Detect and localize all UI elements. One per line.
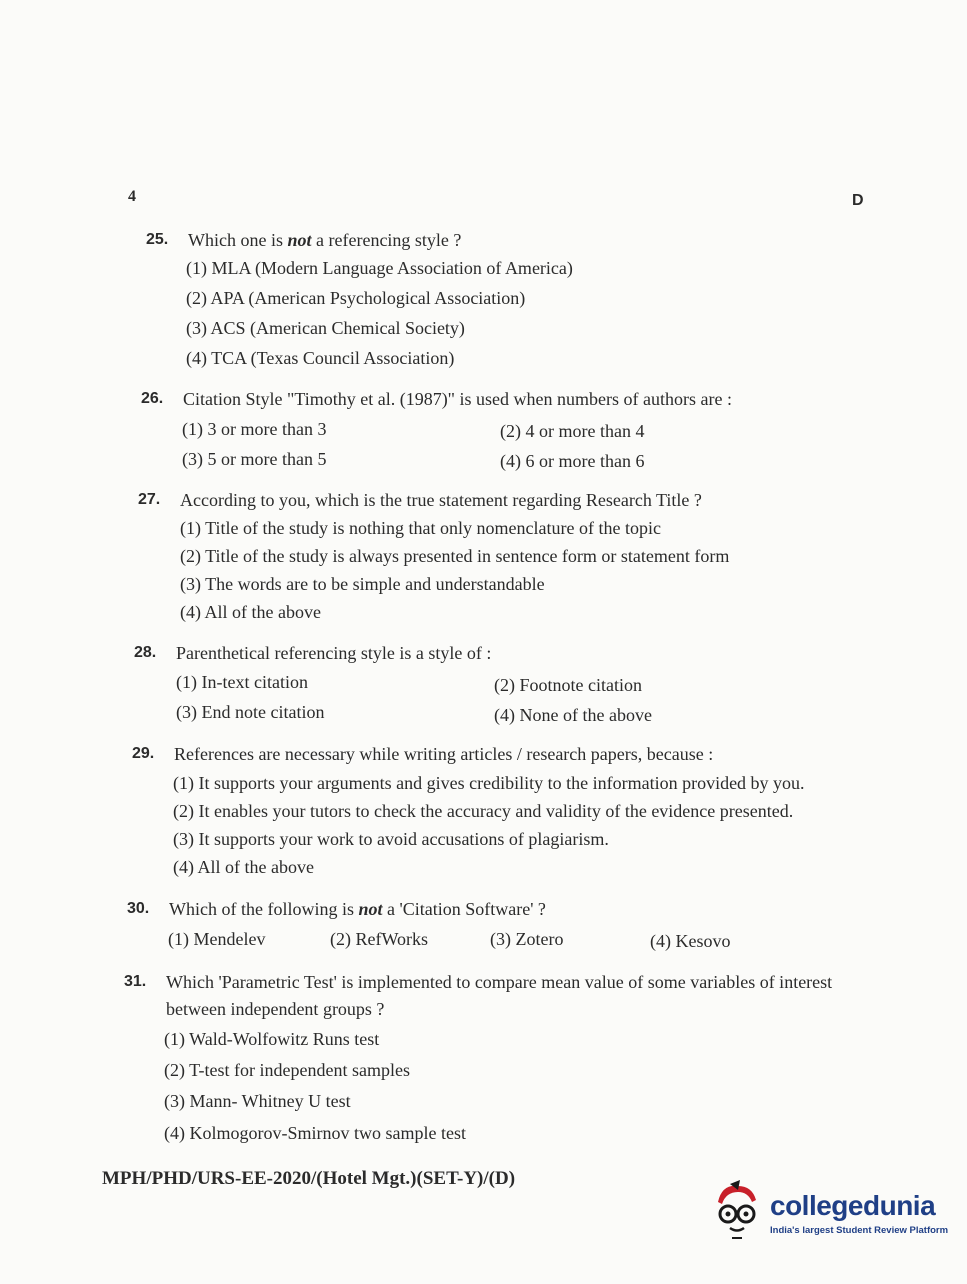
option: (2) RefWorks xyxy=(330,929,429,949)
question-number: 29. xyxy=(132,745,155,762)
question-number: 28. xyxy=(134,644,157,661)
question-text: Parenthetical referencing style is a style of : xyxy=(176,643,492,663)
question-number: 27. xyxy=(138,491,161,508)
option: (2) Footnote citation xyxy=(494,675,642,695)
option: (1) MLA (Modern Language Association of America) xyxy=(186,258,573,278)
question-number: 25. xyxy=(146,231,169,248)
option: (3) Zotero xyxy=(490,929,564,949)
option: (3) It supports your work to avoid accusations of plagiarism. xyxy=(173,829,609,849)
option: (3) The words are to be simple and understandable xyxy=(180,574,545,594)
option: (4) Kolmogorov-Smirnov two sample test xyxy=(164,1123,466,1143)
option: (2) APA (American Psychological Association) xyxy=(186,288,526,308)
option: (3) End note citation xyxy=(176,702,325,722)
option: (3) Mann- Whitney U test xyxy=(164,1091,351,1111)
option: (2) 4 or more than 4 xyxy=(500,421,645,441)
option: (1) 3 or more than 3 xyxy=(182,419,327,439)
question-number: 26. xyxy=(141,390,164,407)
question-text: According to you, which is the true statement regarding Research Title ? xyxy=(180,490,702,510)
option: (2) T-test for independent samples xyxy=(164,1060,410,1080)
option: (4) Kesovo xyxy=(650,931,731,951)
collegedunia-logo xyxy=(708,1176,949,1246)
option: (1) It supports your arguments and gives credibility to the information provided by you. xyxy=(173,773,805,793)
question-text: Which 'Parametric Test' is implemented to compare mean value of some variables of interest between independent groups ? xyxy=(166,972,833,1019)
option: (1) In-text citation xyxy=(176,672,308,692)
option: (2) It enables your tutors to check the accuracy and validity of the evidence presented. xyxy=(173,801,794,821)
brand-name: collegedunia xyxy=(770,1190,936,1221)
question-number: 30. xyxy=(127,900,150,917)
option: (4) All of the above xyxy=(173,857,314,877)
question-text: Which one is not a referencing style ? xyxy=(188,230,462,250)
question-text: References are necessary while writing articles / research papers, because : xyxy=(174,744,714,764)
option: (4) None of the above xyxy=(494,705,652,725)
option: (1) Wald-Wolfowitz Runs test xyxy=(164,1029,380,1049)
paper-code: MPH/PHD/URS-EE-2020/(Hotel Mgt.)(SET-Y)/(D) xyxy=(102,1168,516,1189)
option: (1) Title of the study is nothing that only nomenclature of the topic xyxy=(180,518,661,538)
option: (4) 6 or more than 6 xyxy=(500,451,645,471)
option: (4) All of the above xyxy=(180,602,321,622)
question-text: Which of the following is not a 'Citation Software' ? xyxy=(169,899,546,919)
mascot-icon xyxy=(708,1180,764,1244)
brand-tagline: India's largest Student Review Platform xyxy=(770,1225,949,1236)
option: (1) Mendelev xyxy=(168,929,266,949)
question-number: 31. xyxy=(124,973,147,990)
question-text: Citation Style "Timothy et al. (1987)" is used when numbers of authors are : xyxy=(183,389,732,409)
option: (4) TCA (Texas Council Association) xyxy=(186,348,455,368)
set-code: D xyxy=(852,192,864,209)
option: (2) Title of the study is always presented in sentence form or statement form xyxy=(180,546,730,566)
option: (3) ACS (American Chemical Society) xyxy=(186,318,465,338)
question-31 xyxy=(124,971,846,1021)
page-number: 4 xyxy=(128,188,136,205)
option: (3) 5 or more than 5 xyxy=(182,449,327,469)
